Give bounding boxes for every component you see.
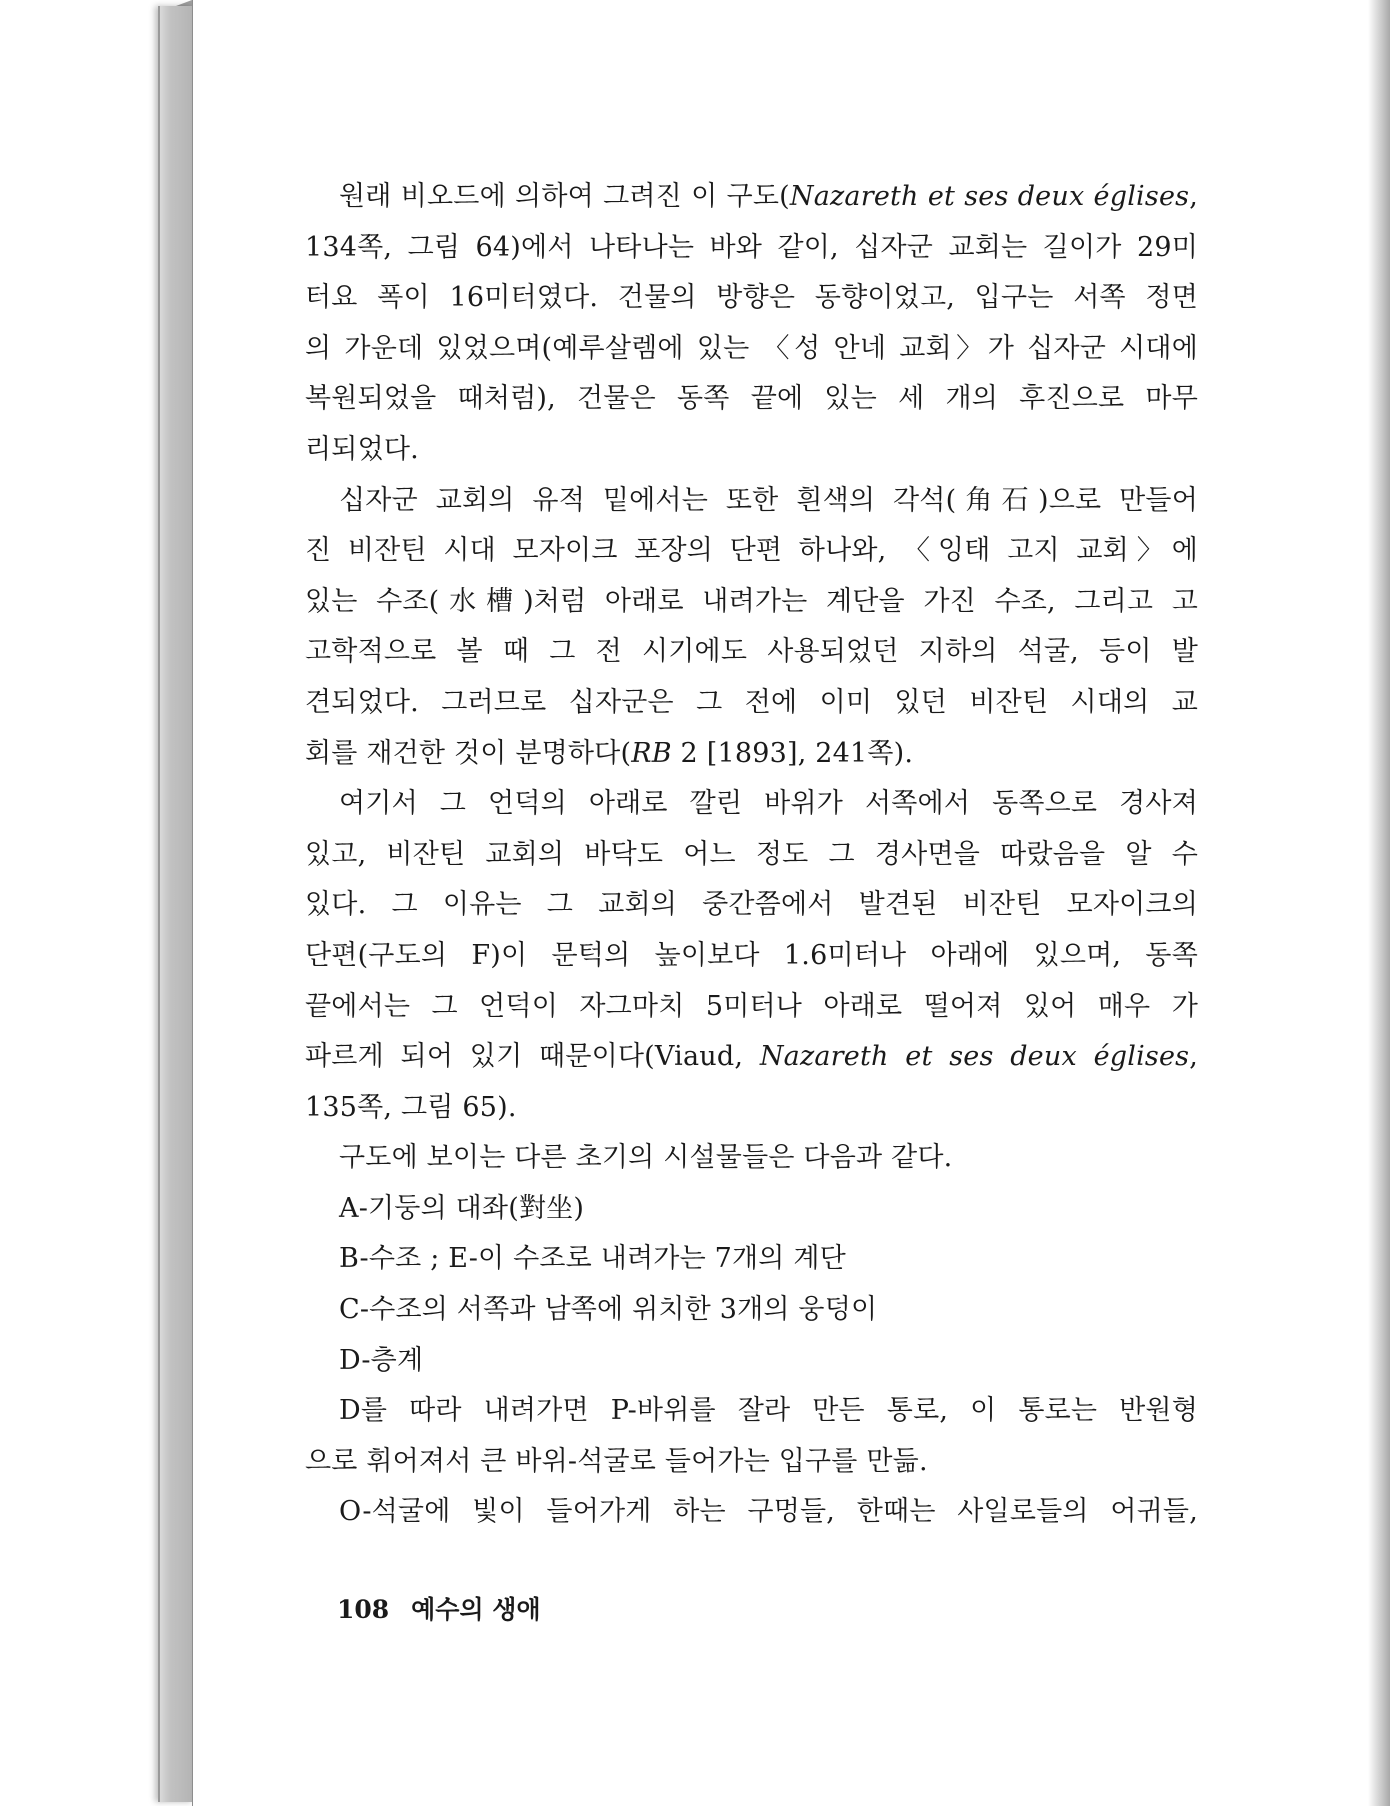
text-line: 진 비잔틴 시대 모자이크 포장의 단편 하나와, 〈잉태 고지 교회〉에 <box>305 535 1198 567</box>
text-line: 고학적으로 볼 때 그 전 시기에도 사용되었던 지하의 석굴, 등이 발 <box>305 636 1198 668</box>
text-line: 복원되었을 때처럼), 건물은 동쪽 끝에 있는 세 개의 후진으로 마무 <box>305 383 1198 415</box>
page-edge-shadow <box>1368 0 1390 1806</box>
text-line: 135쪽, 그림 65). <box>305 1091 517 1123</box>
book-spine <box>158 6 194 1802</box>
text-line: 여기서 그 언덕의 아래로 깔린 바위가 서쪽에서 동쪽으로 경사져 <box>339 788 1198 820</box>
page-footer <box>337 1590 541 1626</box>
text-line: D-층계 <box>339 1344 424 1376</box>
text-line: D를 따라 내려가면 P-바위를 잘라 만든 통로, 이 통로는 반원형 <box>339 1395 1198 1427</box>
text-line: 리되었다. <box>305 433 419 465</box>
text-line: 터요 폭이 16미터였다. 건물의 방향은 동향이었고, 입구는 서쪽 정면 <box>305 282 1198 314</box>
running-title: 예수의 생애 <box>411 1595 541 1624</box>
page-number: 108 <box>337 1595 390 1624</box>
text-line: 있는 수조(水槽)처럼 아래로 내려가는 계단을 가진 수조, 그리고 고 <box>305 585 1198 617</box>
text-line: 구도에 보이는 다른 초기의 시설물들은 다음과 같다. <box>339 1142 953 1174</box>
text-line: 으로 휘어져서 큰 바위-석굴로 들어가는 입구를 만듦. <box>305 1445 928 1477</box>
text-line: 견되었다. 그러므로 십자군은 그 전에 이미 있던 비잔틴 시대의 교 <box>305 686 1198 718</box>
text-line: 십자군 교회의 유적 밑에서는 또한 흰색의 각석(角石)으로 만들어 <box>339 484 1198 516</box>
text-line: 134쪽, 그림 64)에서 나타나는 바와 같이, 십자군 교회는 길이가 29미 <box>305 231 1198 263</box>
text-line: C-수조의 서쪽과 남쪽에 위치한 3개의 웅덩이 <box>339 1294 878 1326</box>
text-line: A-기둥의 대좌(對坐) <box>339 1192 585 1224</box>
text-line: 회를 재건한 것이 분명하다(RB 2 [1893], 241쪽). <box>305 737 914 769</box>
text-line: 끝에서는 그 언덕이 자그마치 5미터나 아래로 떨어져 있어 매우 가 <box>305 990 1198 1022</box>
text-line: 파르게 되어 있기 때문이다(Viaud, Nazareth et ses deux églises, <box>305 1041 1198 1073</box>
text-line: 단편(구도의 F)이 문턱의 높이보다 1.6미터나 아래에 있으며, 동쪽 <box>305 939 1198 971</box>
text-line: O-석굴에 빛이 들어가게 하는 구멍들, 한때는 사일로들의 어귀들, <box>339 1496 1198 1528</box>
text-line: B-수조 ; E-이 수조로 내려가는 7개의 계단 <box>339 1243 846 1275</box>
text-line: 원래 비오드에 의하여 그려진 이 구도(Nazareth et ses deux églises, <box>339 181 1198 212</box>
text-line: 있다. 그 이유는 그 교회의 중간쯤에서 발견된 비잔틴 모자이크의 <box>305 889 1198 921</box>
text-line: 있고, 비잔틴 교회의 바닥도 어느 정도 그 경사면을 따랐음을 알 수 <box>305 838 1198 870</box>
body-text <box>305 172 1198 1538</box>
text-line: 의 가운데 있었으며(예루살렘에 있는 〈성 안네 교회〉가 십자군 시대에 <box>305 332 1198 364</box>
